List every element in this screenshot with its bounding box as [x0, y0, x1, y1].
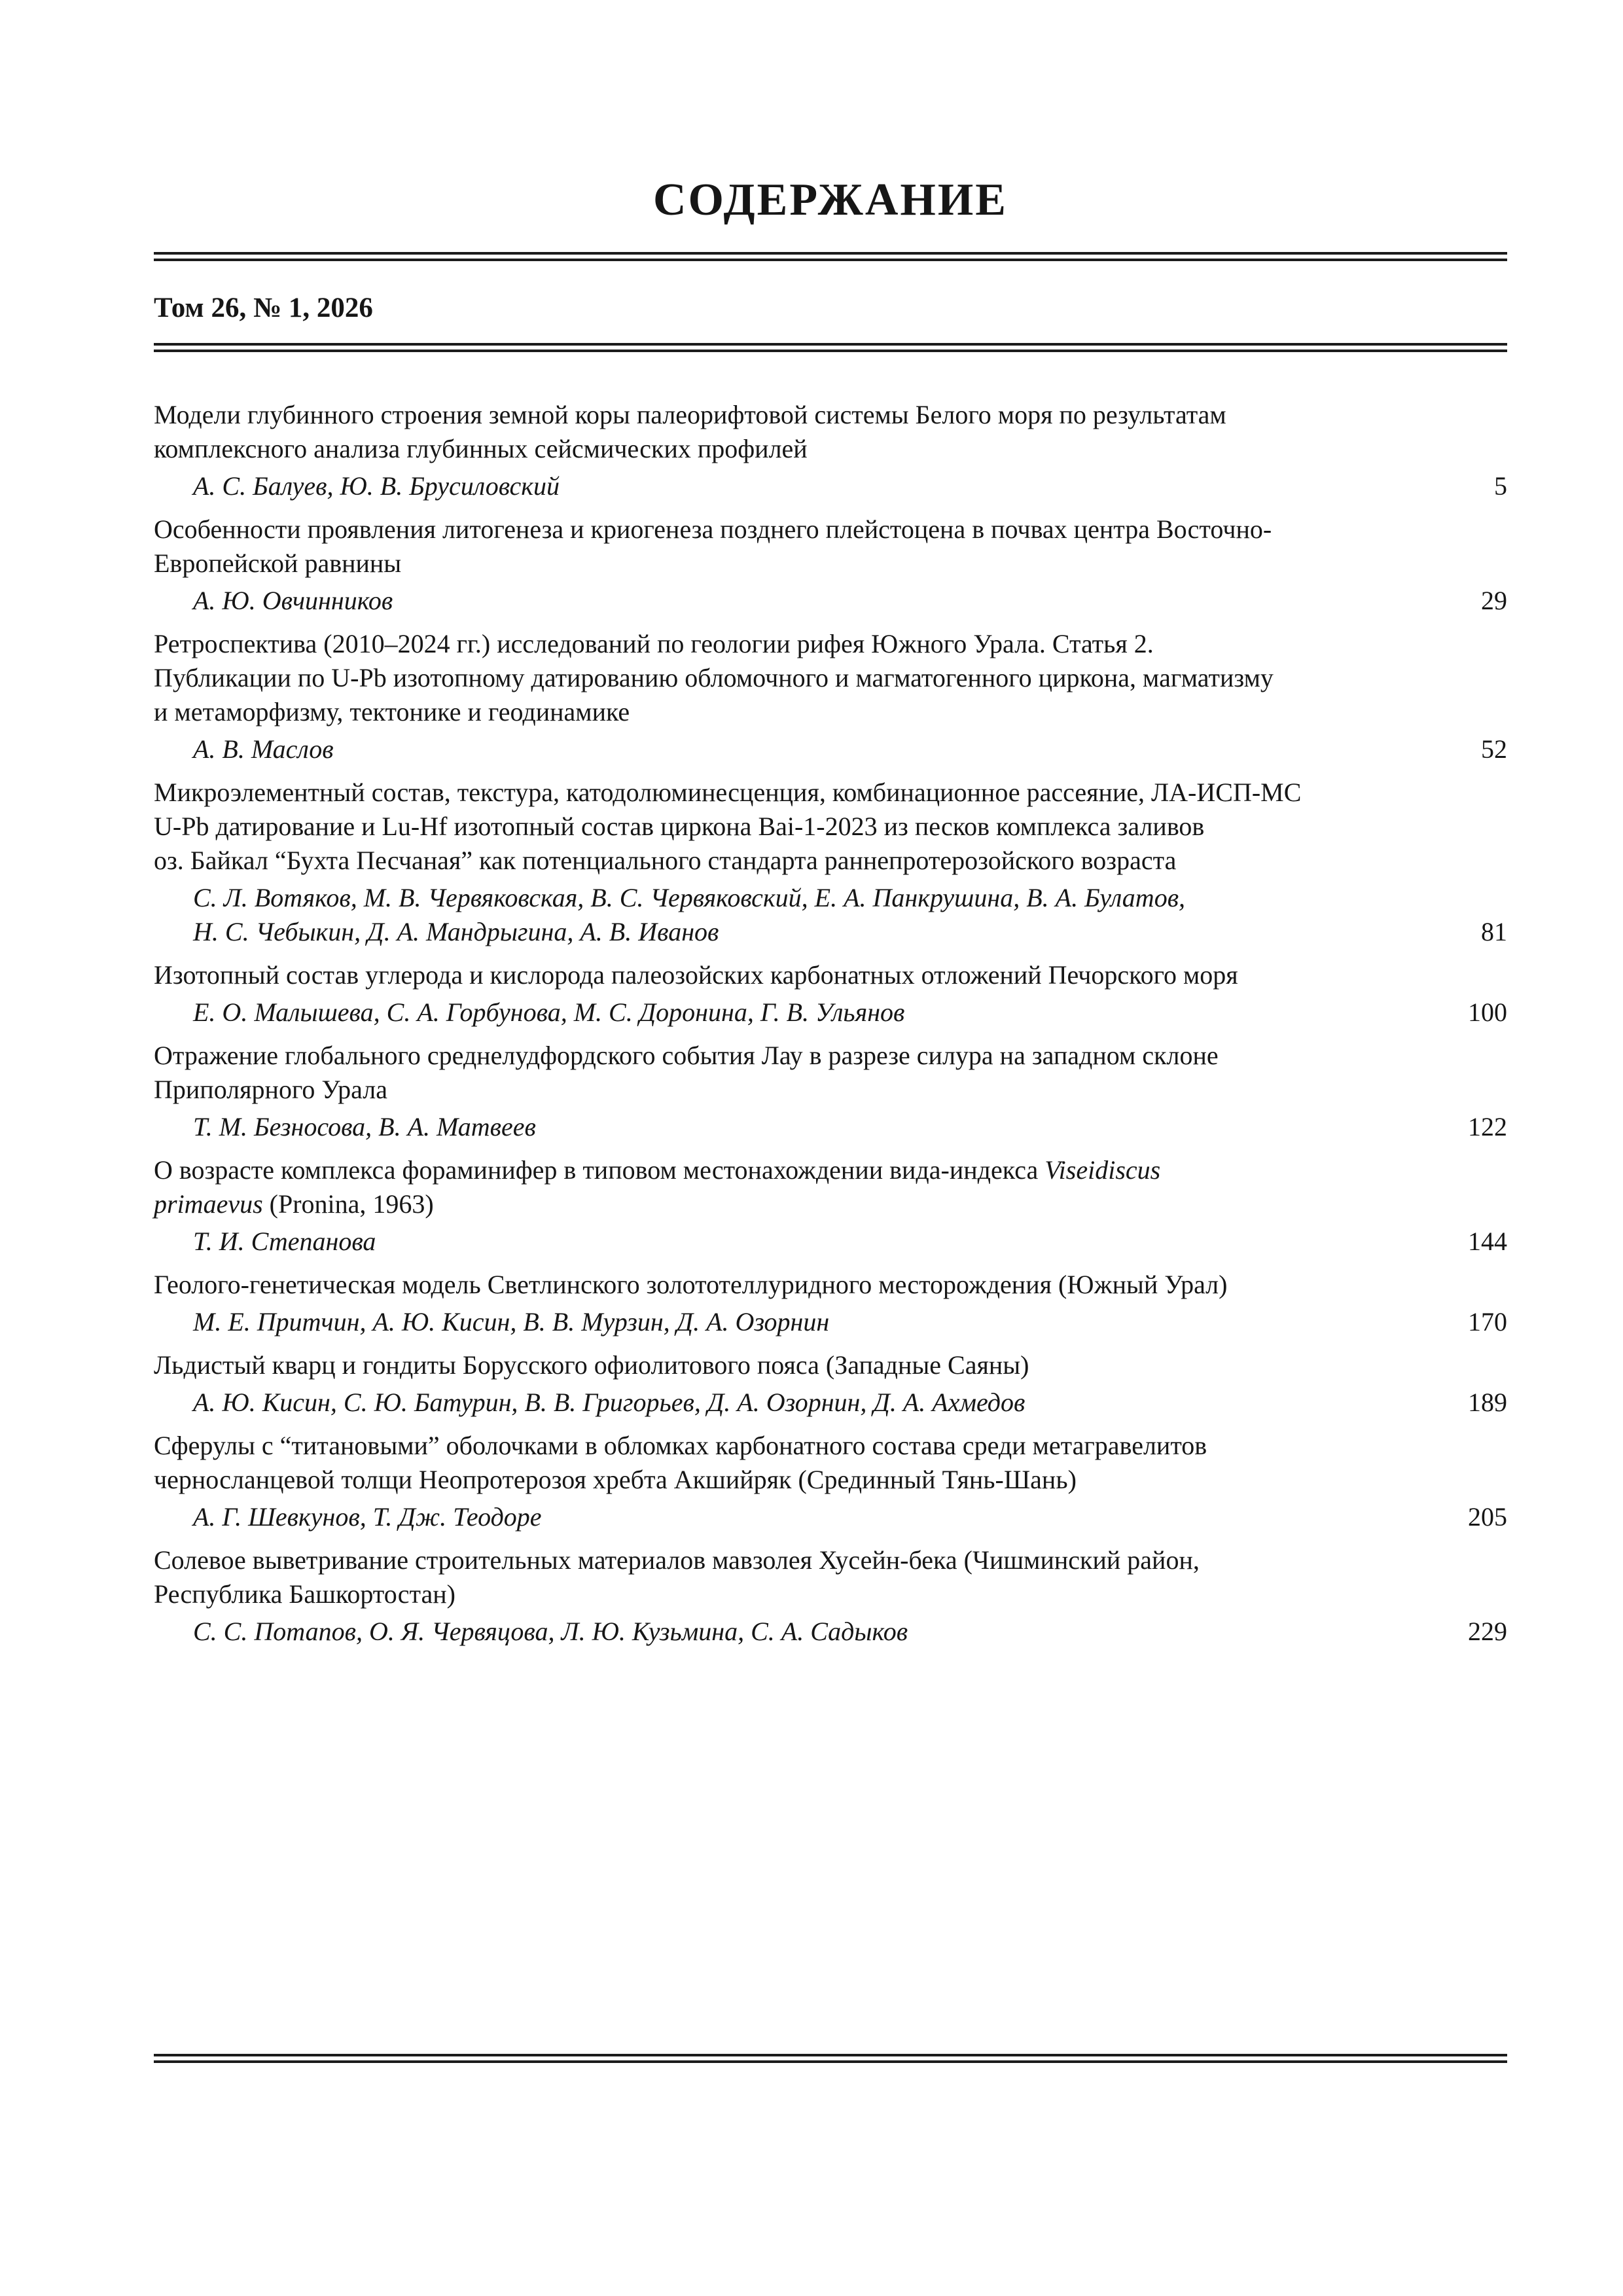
- authors-row: [154, 1386, 1507, 1420]
- authors-row: [154, 1110, 1507, 1144]
- article-title: [154, 1268, 1507, 1302]
- article-title-line: [154, 1187, 1507, 1221]
- article-authors-line: А. Ю. Овчинников: [193, 586, 393, 615]
- article-authors-line: А. С. Балуев, Ю. В. Брусиловский: [193, 471, 560, 501]
- toc-entry: [154, 958, 1507, 1030]
- toc-entry: [154, 512, 1507, 618]
- article-title-line: [154, 432, 1507, 466]
- authors-row: [154, 1615, 1507, 1649]
- article-title: [154, 512, 1507, 581]
- article-title-line: [154, 1463, 1507, 1497]
- article-authors: [193, 1110, 536, 1144]
- authors-row: [154, 1500, 1507, 1534]
- article-title-segment: Микроэлементный состав, текстура, катодолюминесценция, комбинационное рассеяние, ЛА-ИСП-МС: [154, 778, 1302, 807]
- article-authors: [193, 1225, 376, 1259]
- page-title: СОДЕРЖАНИЕ: [652, 175, 1008, 225]
- toc-entries-list: [154, 398, 1507, 1649]
- authors-row: [154, 1225, 1507, 1259]
- article-title-line: [154, 512, 1507, 547]
- page-number: 52: [1481, 734, 1507, 764]
- volume-issue-line: Том 26, № 1, 2026: [154, 293, 373, 323]
- article-authors: [193, 1500, 542, 1534]
- article-authors-line: Т. И. Степанова: [193, 1227, 376, 1256]
- article-title-line: [154, 1073, 1507, 1107]
- article-title-line: [154, 661, 1507, 695]
- article-title-line: [154, 958, 1507, 992]
- page-number: 229: [1468, 1617, 1507, 1646]
- article-title-line: [154, 1348, 1507, 1382]
- article-title-segment: черносланцевой толщи Неопротерозоя хребта Акшийряк (Срединный Тянь-Шань): [154, 1465, 1077, 1494]
- article-title: [154, 1153, 1507, 1221]
- article-authors-line: Е. О. Малышева, С. А. Горбунова, М. С. Доронина, Г. В. Ульянов: [193, 997, 905, 1027]
- toc-content-column: [154, 0, 1507, 1649]
- article-authors-line: С. Л. Вотяков, М. В. Червяковская, В. С. Червяковский, Е. А. Панкрушина, В. А. Булатов,: [193, 883, 1186, 912]
- article-title-segment: и метаморфизму, тектонике и геодинамике: [154, 697, 630, 726]
- article-title: [154, 1429, 1507, 1497]
- page-number: 189: [1468, 1388, 1507, 1417]
- toc-entry: [154, 1543, 1507, 1649]
- article-title: [154, 1543, 1507, 1611]
- article-title-line: [154, 1543, 1507, 1577]
- article-authors: [193, 469, 560, 503]
- article-title-segment: Приполярного Урала: [154, 1075, 387, 1104]
- article-title: [154, 627, 1507, 729]
- authors-row: [154, 584, 1507, 618]
- article-title-segment: (Pronina, 1963): [262, 1189, 434, 1219]
- article-title: [154, 398, 1507, 466]
- article-title-segment: Европейской равнины: [154, 548, 402, 578]
- toc-entry: [154, 1268, 1507, 1339]
- article-authors-line: Т. М. Безносова, В. А. Матвеев: [193, 1112, 536, 1141]
- article-title-segment: Особенности проявления литогенеза и криогенеза позднего плейстоцена в почвах центра Восточно-: [154, 514, 1272, 544]
- article-authors-line: М. Е. Притчин, А. Ю. Кисин, В. В. Мурзин, Д. А. Озорнин: [193, 1307, 830, 1336]
- toc-entry: [154, 1429, 1507, 1534]
- toc-entry: [154, 1153, 1507, 1259]
- page-number: 144: [1468, 1227, 1507, 1256]
- page-number: 29: [1481, 586, 1507, 615]
- article-title-line: [154, 1153, 1507, 1187]
- article-title-line: [154, 398, 1507, 432]
- article-title-segment: U-Pb датирование и Lu-Hf изотопный состав циркона Bai-1-2023 из песков комплекса заливов: [154, 812, 1205, 841]
- article-authors-line: А. Г. Шевкунов, Т. Дж. Теодоре: [193, 1502, 542, 1532]
- article-title-segment: Сферулы с “титановыми” оболочками в обломках карбонатного состава среди метагравелитов: [154, 1431, 1207, 1460]
- article-title-segment: Публикации по U-Pb изотопному датированию обломочного и магматогенного циркона, магматизму: [154, 663, 1274, 692]
- page-number: 5: [1494, 471, 1507, 501]
- divider-rule-top: [154, 252, 1507, 261]
- article-title-line: [154, 1268, 1507, 1302]
- article-title-line: [154, 1039, 1507, 1073]
- article-authors: [193, 732, 334, 766]
- article-title-segment: Отражение глобального среднелудфордского события Лау в разрезе силура на западном склоне: [154, 1041, 1219, 1070]
- toc-entry: [154, 627, 1507, 766]
- page-number: 81: [1481, 917, 1507, 946]
- article-authors: [193, 584, 393, 618]
- authors-row: [154, 1305, 1507, 1339]
- article-title-segment: Модели глубинного строения земной коры палеорифтовой системы Белого моря по результатам: [154, 400, 1226, 429]
- authors-row: [154, 996, 1507, 1030]
- article-authors: [193, 1305, 829, 1339]
- article-title-segment: О возрасте комплекса фораминифер в типовом местонахождении вида-индекса: [154, 1155, 1045, 1185]
- article-title-segment: комплексного анализа глубинных сейсмических профилей: [154, 434, 808, 463]
- page-number: 205: [1468, 1502, 1507, 1532]
- toc-entry: [154, 776, 1507, 949]
- article-title-line: [154, 776, 1507, 810]
- article-title-italic-segment: Viseidiscus: [1044, 1155, 1161, 1185]
- article-authors-line: А. В. Маслов: [193, 734, 334, 764]
- article-title-segment: Ретроспектива (2010–2024 гг.) исследований по геологии рифея Южного Урала. Статья 2.: [154, 629, 1154, 658]
- toc-entry: [154, 398, 1507, 503]
- page-number: 170: [1468, 1307, 1507, 1336]
- page-number: 122: [1468, 1112, 1507, 1141]
- divider-rule-bottom: [154, 2054, 1507, 2063]
- article-authors: [193, 1615, 908, 1649]
- article-authors: [193, 881, 1185, 949]
- article-authors-line: С. С. Потапов, О. Я. Червяцова, Л. Ю. Кузьмина, С. А. Садыков: [193, 1617, 908, 1646]
- authors-row: [154, 469, 1507, 503]
- toc-entry: [154, 1039, 1507, 1144]
- article-title: [154, 776, 1507, 878]
- page-number: 100: [1468, 997, 1507, 1027]
- article-title-line: [154, 1429, 1507, 1463]
- article-title-segment: Льдистый кварц и гондиты Борусского офиолитового пояса (Западные Саяны): [154, 1350, 1029, 1380]
- divider-rule-under-volume: [154, 343, 1507, 352]
- article-authors-line: Н. С. Чебыкин, Д. А. Мандрыгина, А. В. Иванов: [193, 917, 719, 946]
- authors-row: [154, 881, 1507, 949]
- article-title: [154, 1348, 1507, 1382]
- article-title: [154, 1039, 1507, 1107]
- article-title-line: [154, 547, 1507, 581]
- article-title-italic-segment: primaevus: [154, 1189, 263, 1219]
- article-title-line: [154, 844, 1507, 878]
- article-title-line: [154, 695, 1507, 729]
- article-title-segment: Республика Башкортостан): [154, 1579, 455, 1609]
- article-title-segment: Солевое выветривание строительных материалов мавзолея Хусейн-бека (Чишминский район,: [154, 1545, 1200, 1575]
- authors-row: [154, 732, 1507, 766]
- article-authors: [193, 996, 904, 1030]
- article-title-segment: Геолого-генетическая модель Светлинского золототеллуридного месторождения (Южный Урал): [154, 1270, 1228, 1299]
- article-title-line: [154, 810, 1507, 844]
- article-title-line: [154, 1577, 1507, 1611]
- article-authors-line: А. Ю. Кисин, С. Ю. Батурин, В. В. Григорьев, Д. А. Озорнин, Д. А. Ахмедов: [193, 1388, 1026, 1417]
- toc-entry: [154, 1348, 1507, 1420]
- article-title: [154, 958, 1507, 992]
- article-title-segment: Изотопный состав углерода и кислорода палеозойских карбонатных отложений Печорского моря: [154, 960, 1238, 990]
- article-title-segment: оз. Байкал “Бухта Песчаная” как потенциального стандарта раннепротерозойского возраста: [154, 846, 1177, 875]
- article-authors: [193, 1386, 1025, 1420]
- article-title-line: [154, 627, 1507, 661]
